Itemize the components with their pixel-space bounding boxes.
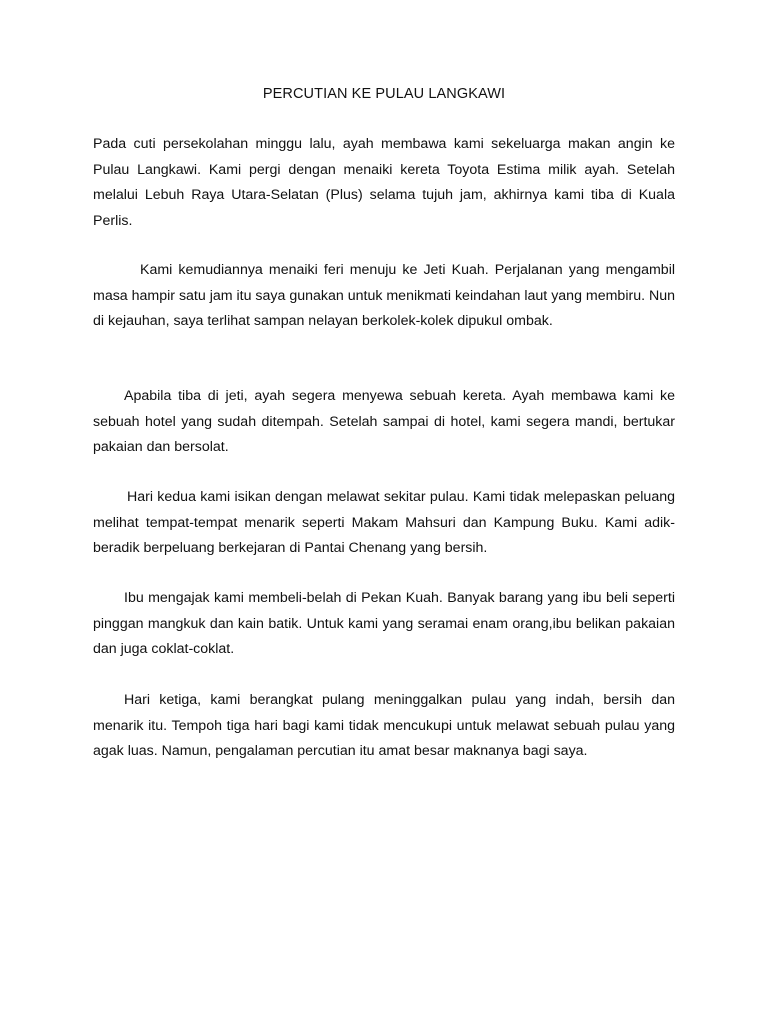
paragraph-1: Pada cuti persekolahan minggu lalu, ayah membawa kami sekeluarga makan angin ke Pulau Langkawi. Kami pergi dengan menaiki kereta Toyota Estima milik ayah. Setelah melalui Lebuh Raya Utara-Selatan (Plus) selama tujuh jam, akhirnya kami tiba di Kuala Perlis.	[93, 136, 675, 230]
paragraph-4: Hari kedua kami isikan dengan melawat sekitar pulau. Kami tidak melepaskan peluang melihat tempat-tempat menarik seperti Makam Mahsuri dan Kampung Buku. Kami adik-beradik berpeluang berkejaran di Pantai Chenang yang bersih.	[93, 489, 675, 557]
paragraph-5: Ibu mengajak kami membeli-belah di Pekan Kuah. Banyak barang yang ibu beli seperti pinggan mangkuk dan kain batik. Untuk kami yang seramai enam orang,ibu belikan pakaian dan juga coklat-coklat.	[93, 590, 675, 658]
paragraph-2: Kami kemudiannya menaiki feri menuju ke Jeti Kuah. Perjalanan yang mengambil masa hampir satu jam itu saya gunakan untuk menikmati keindahan laut yang membiru. Nun di kejauhan, saya terlihat sampan nelayan berkolek-kolek dipukul ombak.	[93, 262, 675, 330]
paragraph-6: Hari ketiga, kami berangkat pulang meninggalkan pulau yang indah, bersih dan menarik itu. Tempoh tiga hari bagi kami tidak mencukupi untuk melawat sebuah pulau yang agak luas. Namun, pengalaman percutian itu amat besar maknanya bagi saya.	[93, 692, 675, 760]
essay-title: PERCUTIAN KE PULAU LANGKAWI	[262, 86, 506, 102]
paragraph-3: Apabila tiba di jeti, ayah segera menyewa sebuah kereta. Ayah membawa kami ke sebuah hotel yang sudah ditempah. Setelah sampai di hotel, kami segera mandi, bertukar pakaian dan bersolat.	[93, 388, 675, 456]
